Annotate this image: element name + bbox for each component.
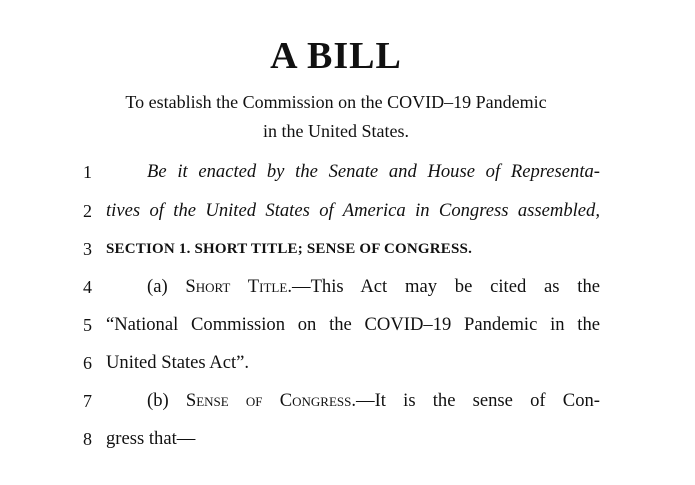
subsection-text: .—It is the sense of Con- — [351, 390, 600, 411]
bill-line-5 — [0, 310, 695, 340]
bill-line-4 — [0, 272, 695, 302]
purpose-line-2: in the United States. — [263, 121, 409, 141]
bill-line-8 — [0, 424, 695, 454]
line-number: 3 — [83, 239, 92, 259]
bill-purpose — [0, 88, 672, 146]
bill-line-3 — [0, 234, 695, 264]
subsection-prefix: (a) — [147, 276, 186, 297]
subsection-a-line — [147, 272, 600, 302]
subsection-heading: Sense of Congress — [185, 390, 352, 411]
bill-line-1 — [0, 157, 695, 187]
body-text-line: United States Act”. — [106, 352, 250, 373]
body-text-line: “National Commission on the COVID–19 Pandemic in the — [106, 314, 600, 335]
line-number: 7 — [83, 391, 92, 411]
subsection-heading: Short Title — [185, 276, 288, 297]
bill-line-7 — [0, 386, 695, 416]
line-number: 4 — [83, 277, 92, 297]
line-number: 8 — [83, 429, 92, 449]
line-number: 6 — [83, 353, 92, 373]
line-number: 2 — [83, 201, 92, 221]
bill-line-6 — [0, 348, 695, 378]
enacting-clause-line: tives of the United States of America in Congress assembled, — [106, 200, 600, 221]
line-number: 1 — [83, 162, 92, 182]
subsection-text: .—This Act may be cited as the — [287, 276, 600, 297]
body-text-line: gress that— — [106, 428, 196, 449]
bill-line-2 — [0, 196, 695, 226]
subsection-b-line — [147, 386, 600, 416]
line-number: 5 — [83, 315, 92, 335]
enacting-clause-line: Be it enacted by the Senate and House of Representa- — [147, 161, 600, 182]
purpose-line-1: To establish the Commission on the COVID–19 Pandemic — [125, 92, 547, 112]
bill-title: A BILL — [270, 35, 402, 77]
subsection-prefix: (b) — [147, 390, 186, 411]
section-heading: SECTION 1. SHORT TITLE; SENSE OF CONGRESS. — [106, 241, 473, 257]
